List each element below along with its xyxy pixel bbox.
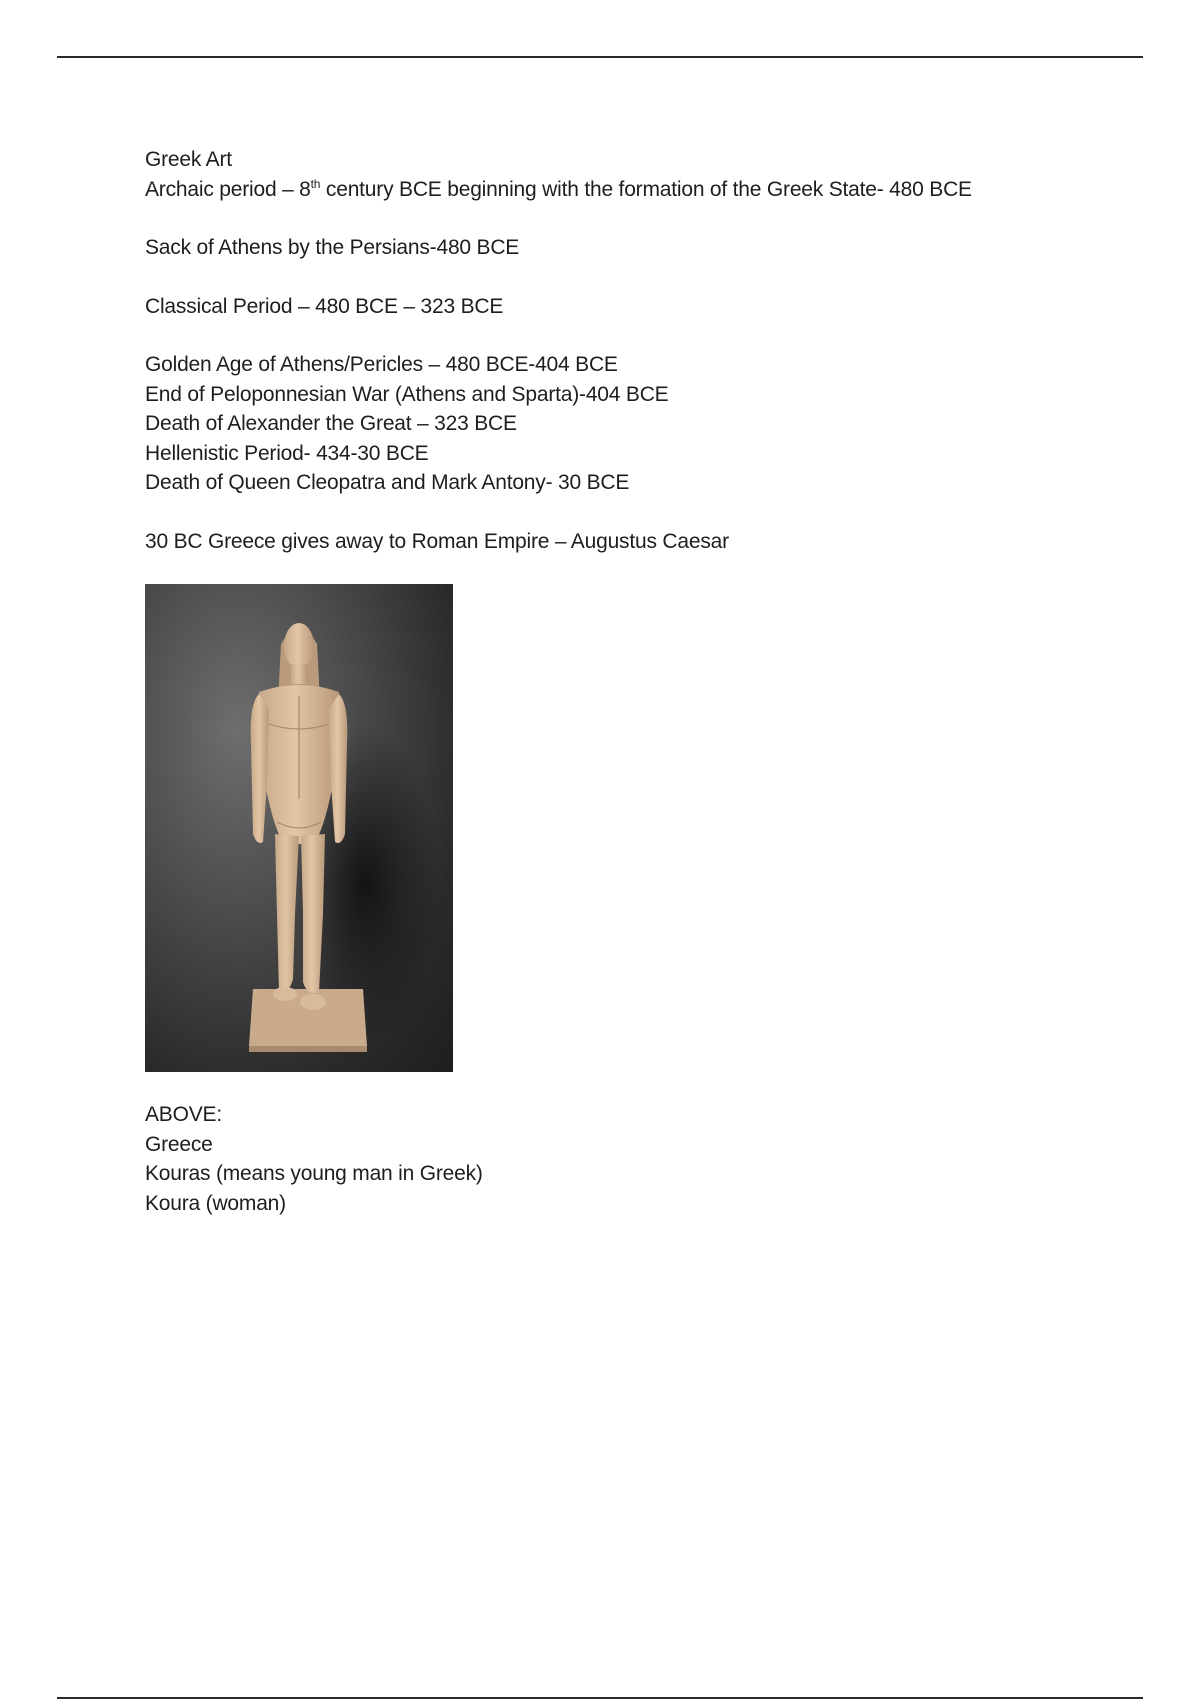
timeline-item: Hellenistic Period- 434-30 BCE bbox=[145, 441, 429, 465]
document-title: Greek Art bbox=[145, 148, 232, 171]
header-rule bbox=[57, 56, 1143, 58]
timeline-item: End of Peloponnesian War (Athens and Sparta)-404 BCE bbox=[145, 382, 669, 406]
sack-of-athens-line: Sack of Athens by the Persians-480 BCE bbox=[145, 236, 520, 259]
timeline-item: Death of Alexander the Great – 323 BCE bbox=[145, 412, 517, 435]
document-body bbox=[145, 145, 1105, 1218]
archaic-text-start: Archaic period – 8 bbox=[145, 177, 311, 201]
footer-rule bbox=[57, 1697, 1143, 1699]
caption-line: Kouras (means young man in Greek) bbox=[145, 1162, 483, 1185]
archaic-superscript: th bbox=[310, 176, 321, 191]
caption-line: ABOVE: bbox=[145, 1103, 222, 1126]
caption-line: Koura (woman) bbox=[145, 1191, 286, 1215]
caption-line: Greece bbox=[145, 1132, 213, 1156]
timeline-item: Golden Age of Athens/Pericles – 480 BCE-404 BCE bbox=[145, 353, 618, 376]
kouros-statue-image bbox=[145, 584, 453, 1072]
classical-period-line: Classical Period – 480 BCE – 323 BCE bbox=[145, 294, 504, 318]
archaic-text-end: century BCE beginning with the formation of the Greek State- 480 BCE bbox=[320, 177, 972, 201]
roman-empire-line: 30 BC Greece gives away to Roman Empire – Augustus Caesar bbox=[145, 529, 729, 553]
archaic-period-line bbox=[145, 175, 1105, 205]
timeline-item: Death of Queen Cleopatra and Mark Antony- 30 BCE bbox=[145, 471, 630, 494]
